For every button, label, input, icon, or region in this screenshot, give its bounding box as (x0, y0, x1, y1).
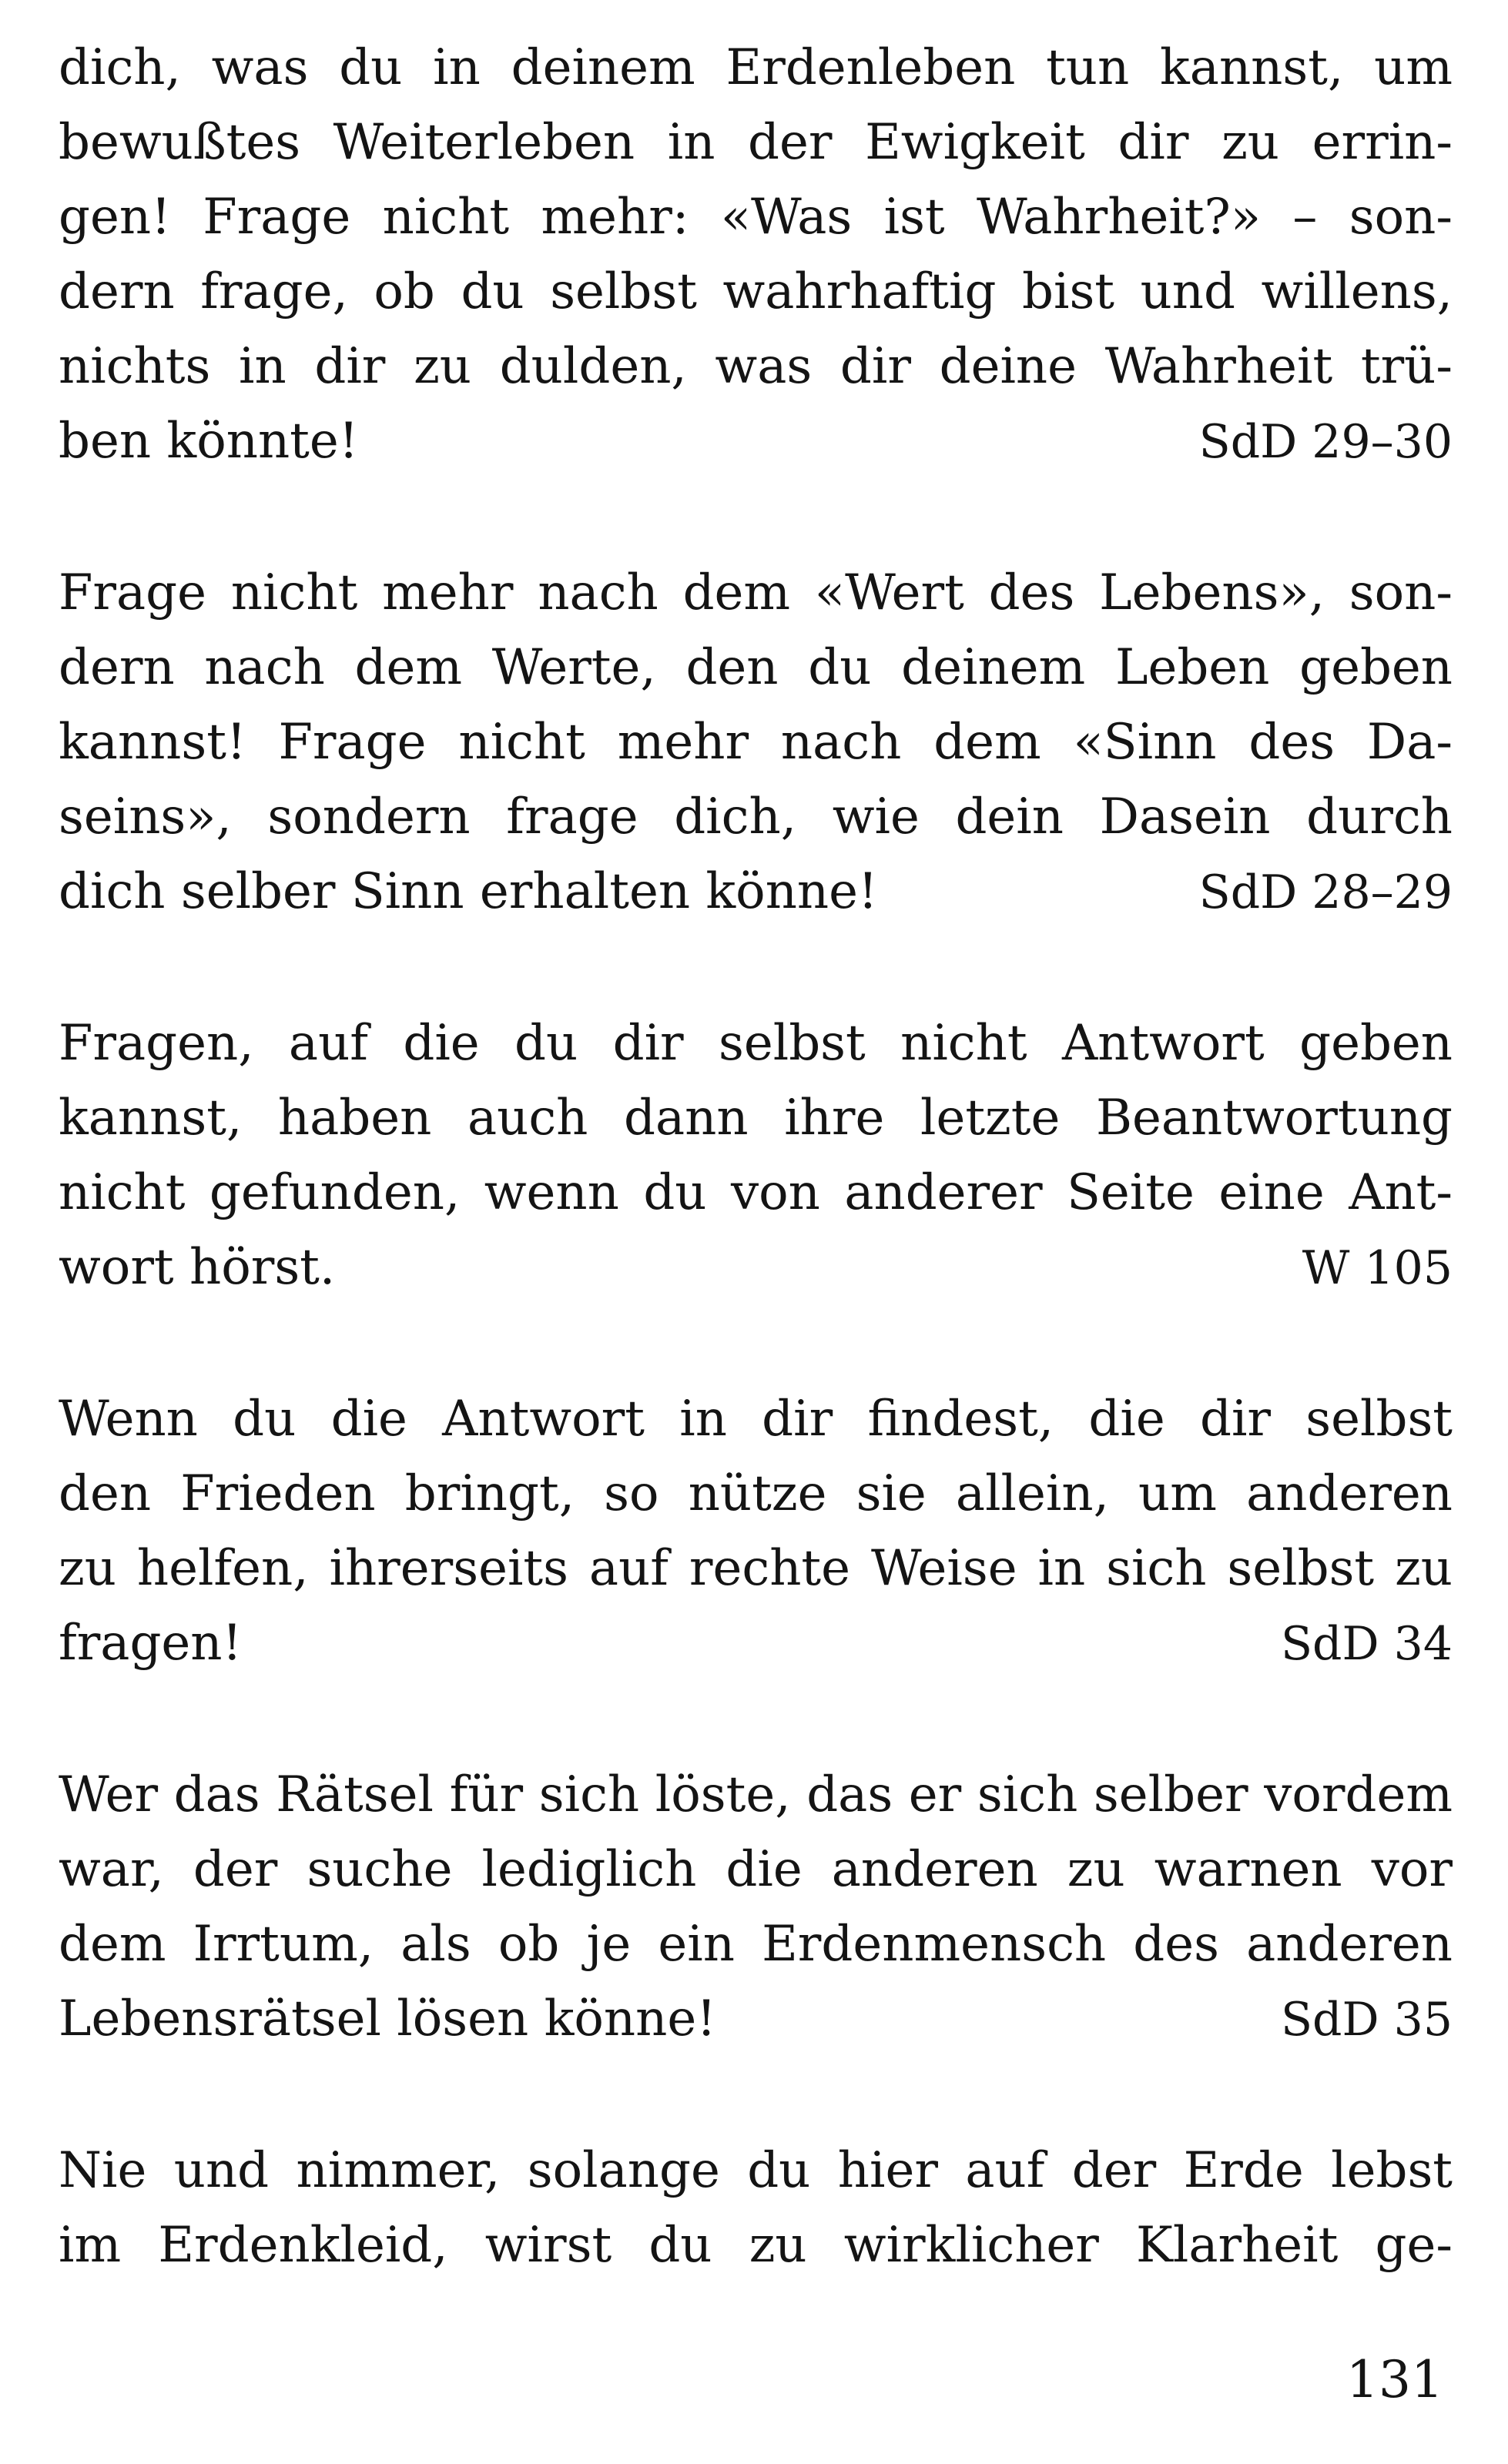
paragraph-2 (59, 556, 1453, 929)
source-reference: SdD 35 (1280, 1993, 1453, 2047)
text-line: dich, was du in deinem Erdenleben tun kannst, um (59, 39, 1453, 96)
text-line: nicht gefunden, wenn du von anderer Seite eine Ant- (59, 1164, 1453, 1221)
text-line: Wer das Rätsel für sich löste, das er sich selber vordem (59, 1766, 1453, 1823)
book-page (59, 31, 1453, 2360)
text-line: war, der suche lediglich die anderen zu warnen vor (59, 1841, 1453, 1898)
text-line: den Frieden bringt, so nütze sie allein, um anderen (59, 1465, 1453, 1522)
closing-text: ben könnte! (59, 413, 359, 470)
paragraph-1 (59, 31, 1453, 479)
text-line-last (59, 404, 1453, 479)
paragraph-4 (59, 1382, 1453, 1681)
closing-text: dich selber Sinn erhalten könne! (59, 863, 878, 920)
page-number: 131 (1346, 2350, 1443, 2409)
text-line: bewußtes Weiterleben in der Ewigkeit dir zu errin- (59, 114, 1453, 171)
text-line: Fragen, auf die du dir selbst nicht Antwort geben (59, 1015, 1453, 1072)
text-line-last (59, 1230, 1453, 1305)
text-line: nichts in dir zu dulden, was dir deine Wahrheit trü- (59, 338, 1453, 395)
text-line: seins», sondern frage dich, wie dein Dasein durch (59, 788, 1453, 845)
text-line: dern frage, ob du selbst wahrhaftig bist und willens, (59, 263, 1453, 320)
paragraph-5 (59, 1758, 1453, 2057)
text-line: Wenn du die Antwort in dir findest, die dir selbst (59, 1391, 1453, 1448)
text-line-last (59, 855, 1453, 929)
closing-text: wort hörst. (59, 1239, 336, 1296)
paragraph-3 (59, 1006, 1453, 1305)
closing-text: Lebensrätsel lösen könne! (59, 1990, 716, 2047)
text-line: im Erdenkleid, wirst du zu wirklicher Klarheit ge- (59, 2217, 1453, 2274)
text-line: kannst, haben auch dann ihre letzte Beantwortung (59, 1090, 1453, 1147)
text-line: dern nach dem Werte, den du deinem Leben geben (59, 639, 1453, 696)
source-reference: SdD 29–30 (1198, 415, 1453, 469)
text-line: zu helfen, ihrerseits auf rechte Weise in sich selbst zu (59, 1540, 1453, 1597)
text-line: gen! Frage nicht mehr: «Was ist Wahrheit?» – son- (59, 189, 1453, 246)
source-reference: W 105 (1302, 1241, 1453, 1295)
text-line: kannst! Frage nicht mehr nach dem «Sinn des Da- (59, 714, 1453, 771)
source-reference: SdD 28–29 (1198, 865, 1453, 919)
text-line: Frage nicht mehr nach dem «Wert des Lebens», son- (59, 564, 1453, 621)
paragraph-6 (59, 2134, 1453, 2283)
text-line: Nie und nimmer, solange du hier auf der Erde lebst (59, 2142, 1453, 2199)
text-line-last (59, 1982, 1453, 2057)
text-line-last (59, 1606, 1453, 1681)
source-reference: SdD 34 (1280, 1617, 1453, 1671)
closing-text: fragen! (59, 1615, 243, 1672)
text-line: dem Irrtum, als ob je ein Erdenmensch des anderen (59, 1916, 1453, 1973)
